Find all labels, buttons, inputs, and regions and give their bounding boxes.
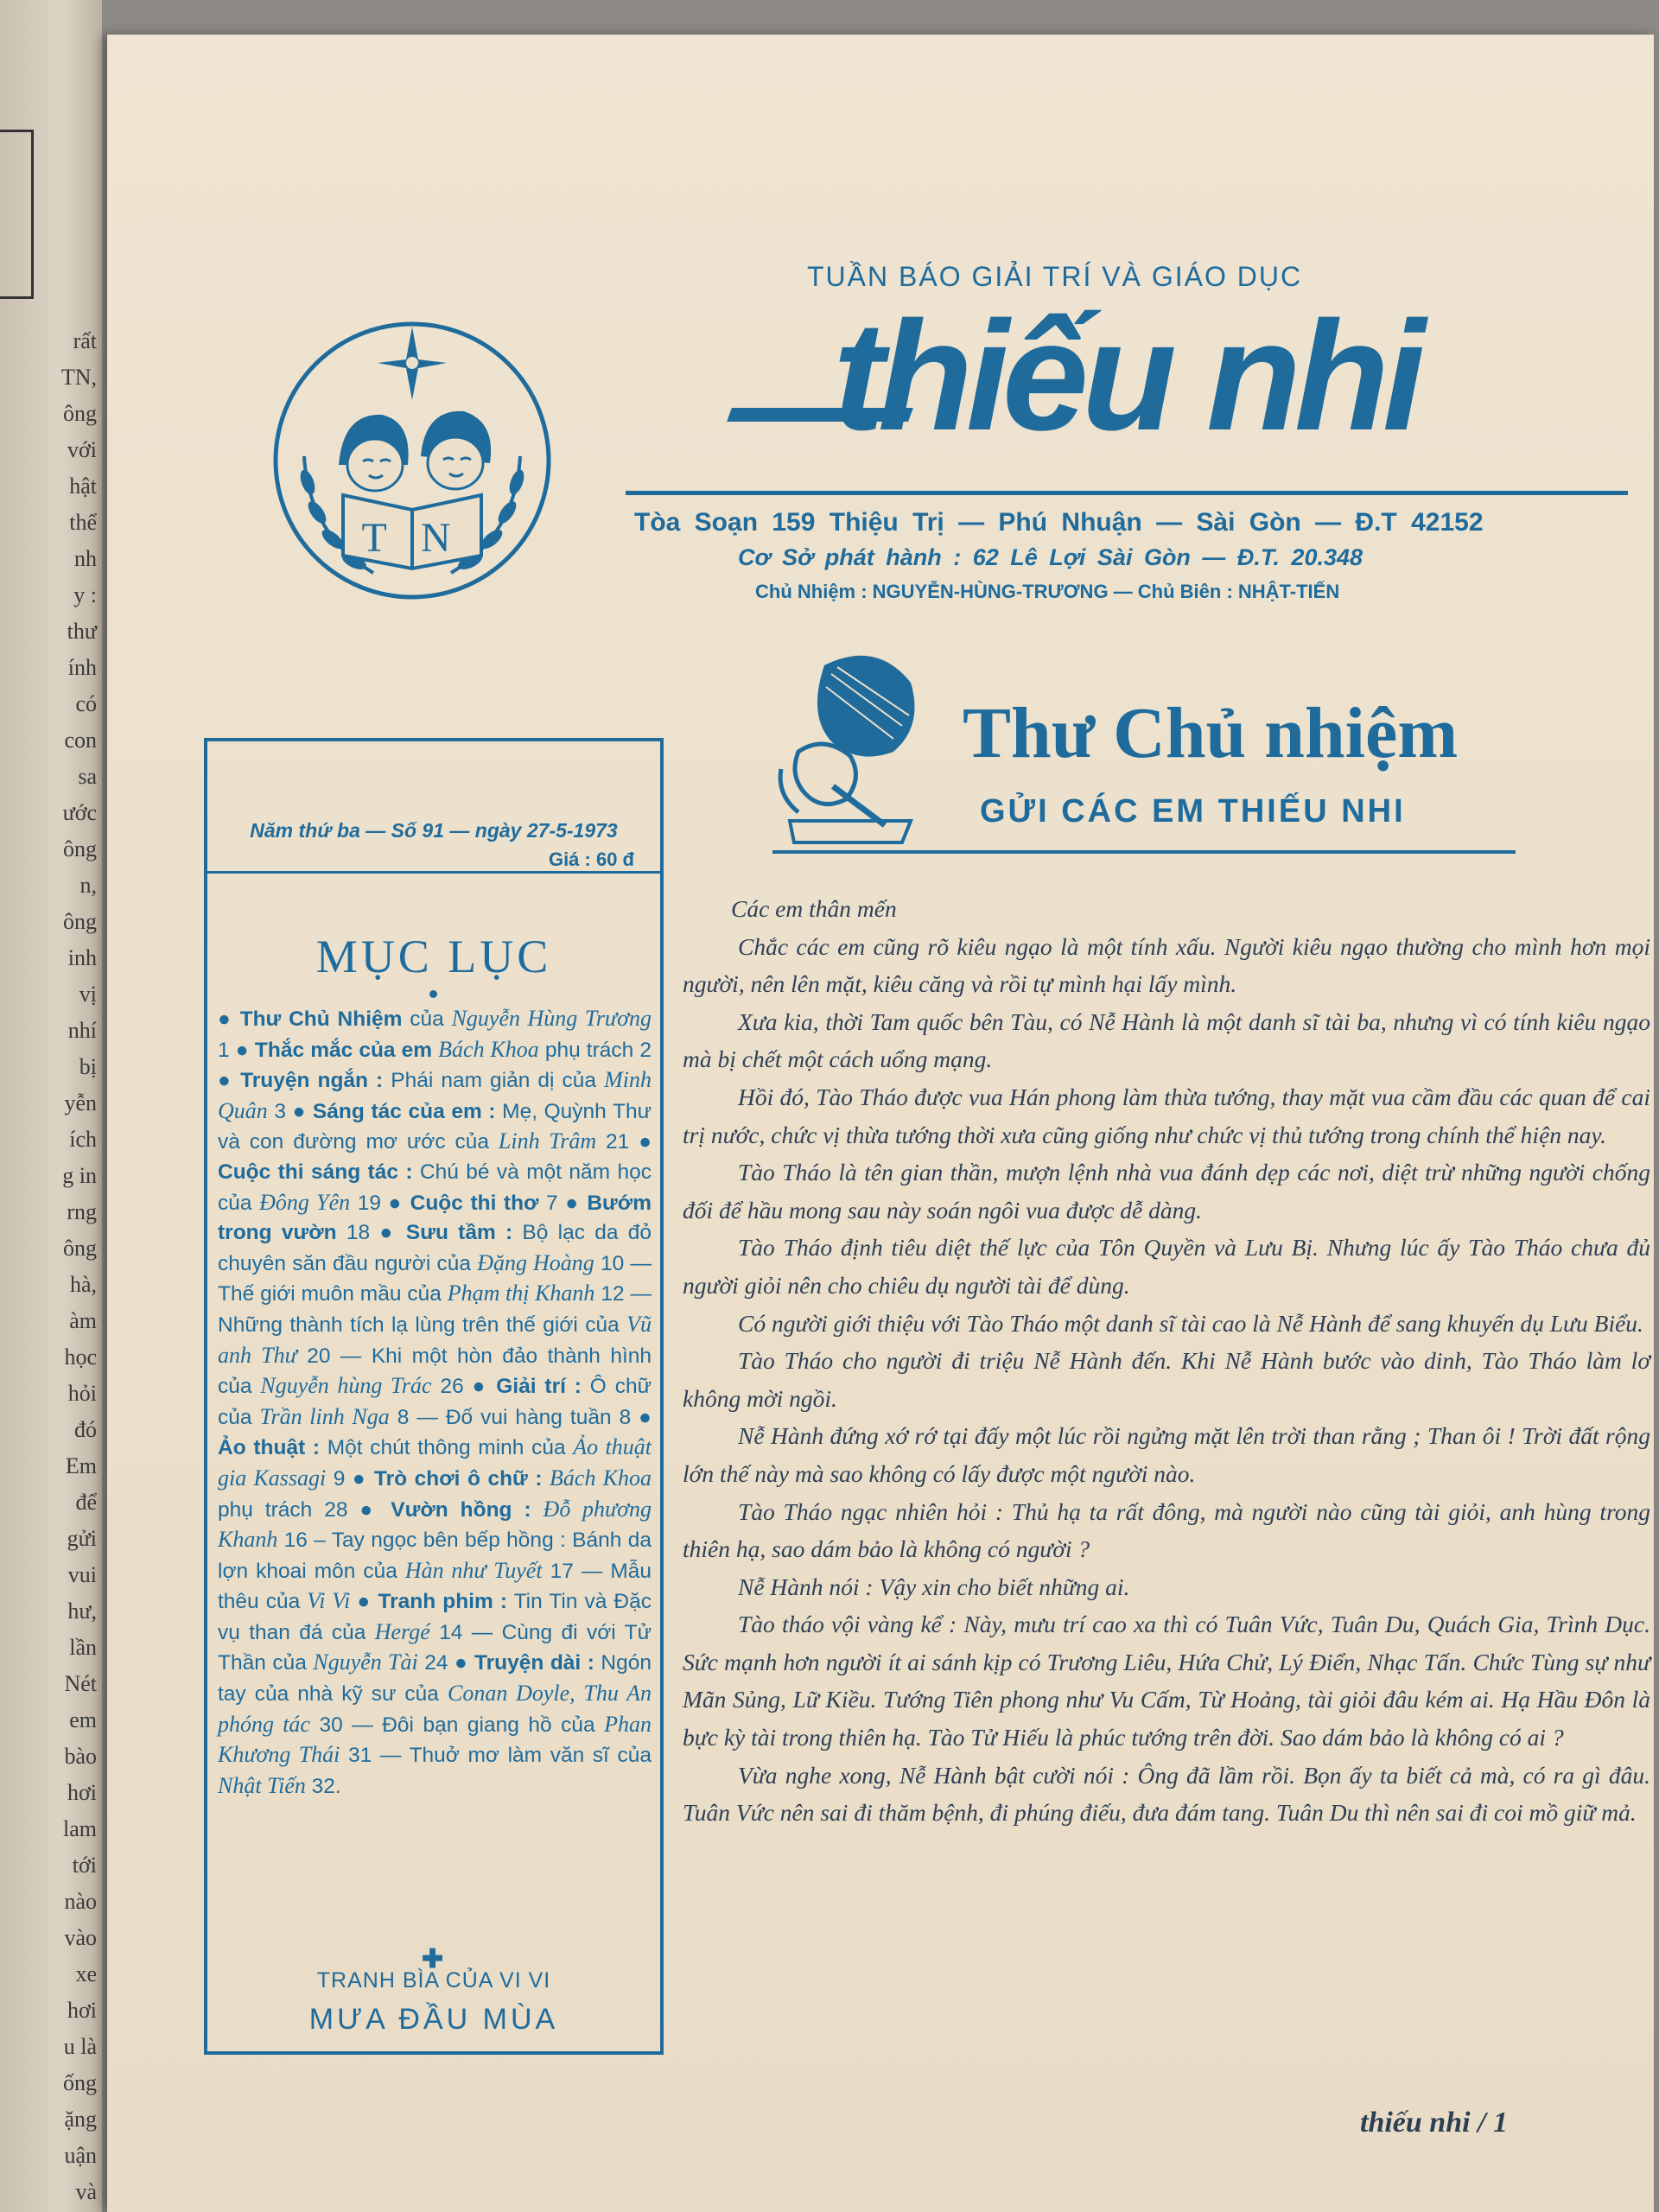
left-page-fragment: uận — [64, 2143, 97, 2168]
left-page-fragment: hà, — [69, 1272, 97, 1297]
article-paragraph: Tào Tháo cho người đi triệu Nễ Hành đến. Khi Nễ Hành bước vào dinh, Tào Tháo làm lơ không mời ngồi. — [683, 1347, 1650, 1412]
article-paragraph: Tào Tháo ngạc nhiên hỏi : Thủ hạ ta rất đông, mà người nào cũng tài giỏi, anh hùng trong thiên hạ, sao dám bảo là không có người ? — [683, 1497, 1650, 1563]
cover-title: MƯA ĐẦU MÙA — [308, 2003, 559, 2036]
editorial-rule — [772, 850, 1516, 854]
logo-letters: T N — [361, 515, 463, 561]
contents-heading: MỤC LỤC — [315, 931, 552, 982]
article-paragraph: Hồi đó, Tào Tháo được vua Hán phong làm thừa tướng, thay mặt vua cầm đầu các quan để cai trị nước, chức vị thừa tướng thời xưa cũng giống như chức vị thủ tướng trong chính thể hiện nay. — [683, 1083, 1650, 1148]
left-page-fragment: y : — [73, 582, 97, 607]
left-page-fragment: xe — [75, 1961, 97, 1986]
left-page-fragment: vào — [64, 1925, 97, 1950]
left-page-fragment: hỏi — [67, 1381, 97, 1406]
issue-price: Giá : 60 đ — [548, 849, 634, 870]
left-page-fragment: inh — [67, 945, 97, 970]
left-page-fragment: hơi — [67, 1998, 97, 2023]
left-page-fragment: có — [75, 691, 97, 716]
left-page-fragment: vui — [67, 1562, 97, 1587]
left-page-fragment: thể — [69, 510, 97, 535]
left-page-fragment: đó — [74, 1417, 97, 1442]
left-page-fragment: bị — [79, 1054, 97, 1079]
staff-credits: Chủ Nhiệm : NGUYỄN-HÙNG-TRƯƠNG — Chủ Biên : NHẬT-TIẾN — [755, 581, 1340, 602]
masthead-title: thiếu nhi — [833, 289, 1419, 463]
left-page-fragment: ính — [67, 655, 97, 680]
left-page-fragment: sa — [78, 764, 97, 789]
left-page-fragment: hật — [69, 474, 97, 499]
left-page-fragment: hơi — [67, 1780, 97, 1805]
left-page-fragment: Em — [65, 1453, 97, 1478]
left-page-fragment: hư, — [67, 1599, 97, 1624]
left-page-fragment: ông — [63, 401, 97, 426]
left-page-fragment: rng — [67, 1199, 97, 1224]
masthead — [729, 289, 1550, 475]
left-page-fragment: rất — [73, 328, 97, 353]
left-page-fragment: Nét — [64, 1671, 97, 1696]
left-page-fragment: ặng — [64, 2107, 97, 2132]
left-page-fragment: n, — [79, 873, 97, 898]
article-paragraph: Tào Tháo định tiêu diệt thế lực của Tôn Quyền và Lưu Bị. Nhưng lúc ấy Tào Tháo chưa đủ người giỏi nên cho chiêu dụ người tài để dùng. — [683, 1234, 1650, 1299]
article-paragraph: Tào tháo vội vàng kể : Này, mưu trí cao xa thì có Tuân Vức, Tuân Du, Quách Gia, Trình Dục. Sức mạnh hơn người ít ai sánh kịp có Trương Liêu, Hứa Chử, Lý Điển, Nhạc Tấn. Chức Tùng sự như Mãn Sủng, Lữ Kiều. Tướng Tiên phong như Vu Cấm, Từ Hoảng, tài giỏi đâu kém ai. Hạ Hầu Đôn là bực kỳ tài trong thiên hạ. Tào Tử Hiếu là phúc tướng trên đời. Sao dám bảo là không có ai ? — [683, 1611, 1650, 1751]
left-page-fragment: TN, — [60, 365, 97, 390]
left-page-fragment: lần — [69, 1635, 97, 1660]
article-paragraph: Có người giới thiệu với Tào Tháo một danh sĩ tài cao là Nễ Hành để sang khuyến dụ Lưu Biểu. — [738, 1309, 1643, 1337]
left-page-fragment: nhí — [67, 1018, 97, 1043]
issue-line: Năm thứ ba — Số 91 — ngày 27-5-1973 — [250, 819, 618, 842]
cover-credit: TRANH BÌA CỦA VI VI — [316, 1968, 551, 1993]
article-greeting: Các em thân mến — [731, 895, 897, 922]
issue-info — [207, 741, 660, 874]
left-page-fragment: tới — [72, 1853, 97, 1878]
writer-illustration — [772, 648, 919, 847]
editorial-article — [683, 890, 1650, 1832]
article-paragraph: Nễ Hành đứng xớ rớ tại đấy một lúc rồi ngửng mặt lên trời than rằng ; Than ôi ! Trời đất rộng lớn thế này mà sao không có lấy được một người nào. — [683, 1422, 1650, 1487]
left-page-fragment: với — [67, 437, 97, 462]
cross-ornament: ✚ — [422, 1945, 444, 1974]
editorial-subtitle: GỬI CÁC EM THIẾU NHI — [980, 793, 1406, 830]
left-page-fragment: gửi — [67, 1526, 97, 1551]
left-page-fragment: và — [75, 2179, 97, 2204]
thieu-nhi-logo — [270, 309, 555, 603]
distribution-address: Cơ Sở phát hành : 62 Lê Lợi Sài Gòn — Đ.T. 20.348 — [738, 544, 1363, 570]
left-page-fragment: nào — [64, 1889, 97, 1914]
left-page-fragment: bào — [64, 1744, 97, 1769]
left-page-fragment: vị — [79, 982, 97, 1007]
contents-list: ● Thư Chủ Nhiệm của Nguyễn Hùng Trương 1 ● Thắc mắc của em Bách Khoa phụ trách 2 ● Truyện ngắn : Phái nam giản dị của Minh Quân 3 ● Sáng tác của em : Mẹ, Quỳnh Thư và con đường mơ ước của Linh Trâm 21 ● Cuộc thi sáng tác : Chú bé và một năm học của Đông Yên 19 ● Cuộc thi thơ 7 ● Bướm trong vườn 18 ● Sưu tầm : Bộ lạc da đỏ chuyên săn đầu người của Đặng Hoàng 10 — Thế giới muôn mầu của Phạm thị Khanh 12 — Những thành tích lạ lùng trên thế giới của Vũ anh Thư 20 — Khi một hòn đảo thành hình của Nguyễn hùng Trác 26 ● Giải trí : Ô chữ của Trần linh Nga 8 — Đố vui hàng tuần 8 ● Ảo thuật : Một chút thông minh của Ảo thuật gia Kassagi 9 ● Trò chơi ô chữ : Bách Khoa phụ trách 28 ● Vườn hồng : Đỗ phương Khanh 16 – Tay ngọc bên bếp hồng : Bánh da lợn khoai môn của Hàn như Tuyết 17 — Mẫu thêu của Vi Vi ● Tranh phim : Tin Tin và Đặc vụ than đá của Hergé 14 — Cùng đi với Tử Thần của Nguyễn Tài 24 ● Truyện dài : Ngón tay của nhà kỹ sư của Conan Doyle, Thu An phóng tác 30 — Đôi bạn giang hồ của Phan Khương Thái 31 — Thuở mơ làm văn sĩ của Nhật Tiến 32. — [218, 1006, 652, 1798]
left-page-fragment: lam — [63, 1816, 97, 1841]
left-page-fragment: àm — [69, 1308, 97, 1333]
tagline: TUẦN BÁO GIẢI TRÍ VÀ GIÁO DỤC — [807, 261, 1303, 292]
left-page-edge — [0, 0, 102, 2212]
article-paragraph: Chắc các em cũng rõ kiêu ngạo là một tính xấu. Người kiêu ngạo thường cho mình hơn mọi người, nên lên mặt, kiêu căng và rồi tự mình hại lấy mình. — [683, 932, 1650, 998]
left-page-fragment: u là — [63, 2034, 97, 2059]
article-paragraph: Vừa nghe xong, Nễ Hành bật cười nói : Ông đã lầm rồi. Bọn ấy ta biết cả mà, có ra gì đâu. Tuân Vức nên sai đi thăm bệnh, đi phúng điếu, đưa đám tang. Tuân Du thì nên sai đi coi mồ giữ mả. — [683, 1761, 1650, 1827]
heading-dot — [429, 990, 437, 998]
left-page-fragment: ông — [63, 836, 97, 861]
left-page-fragment: con — [64, 728, 97, 753]
left-page-fragment: ích — [69, 1127, 97, 1152]
left-page-fragment: yễn — [64, 1090, 97, 1116]
article-paragraph: Xưa kia, thời Tam quốc bên Tàu, có Nễ Hành là một danh sĩ tài ba, nhưng vì có tính kiêu ngạo mà bị chết một cách uổng mạng. — [683, 1007, 1650, 1073]
left-page-fragment: thư — [67, 619, 97, 644]
editorial-title: Thư Chủ nhiệm — [963, 693, 1459, 773]
left-page-fragment: ông — [63, 1236, 97, 1261]
left-page-fragment: ông — [63, 909, 97, 934]
left-page-fragment: ước — [62, 800, 97, 825]
left-page-box — [0, 130, 34, 299]
left-page-fragment: g in — [62, 1163, 97, 1188]
masthead-rule — [626, 491, 1628, 495]
article-paragraph: Nễ Hành nói : Vậy xin cho biết những ai. — [738, 1573, 1130, 1600]
left-page-fragment: em — [69, 1707, 97, 1732]
left-page-fragment: nh — [74, 546, 97, 571]
article-paragraph: Tào Tháo là tên gian thần, mượn lệnh nhà vua đánh dẹp các nơi, diệt trừ những người chống đối để hầu mong sau này soán ngôi vua được dễ dàng. — [683, 1159, 1650, 1224]
left-page-fragment: học — [64, 1344, 97, 1370]
left-page-fragment: ống — [63, 2070, 97, 2095]
contents-box — [204, 738, 664, 2055]
office-address: Tòa Soạn 159 Thiệu Trị — Phú Nhuận — Sài Gòn — Đ.T 42152 — [634, 508, 1484, 537]
magazine-page — [107, 35, 1654, 2212]
page-folio: thiếu nhi / 1 — [1360, 2107, 1509, 2139]
left-page-fragment: để — [75, 1490, 97, 1515]
